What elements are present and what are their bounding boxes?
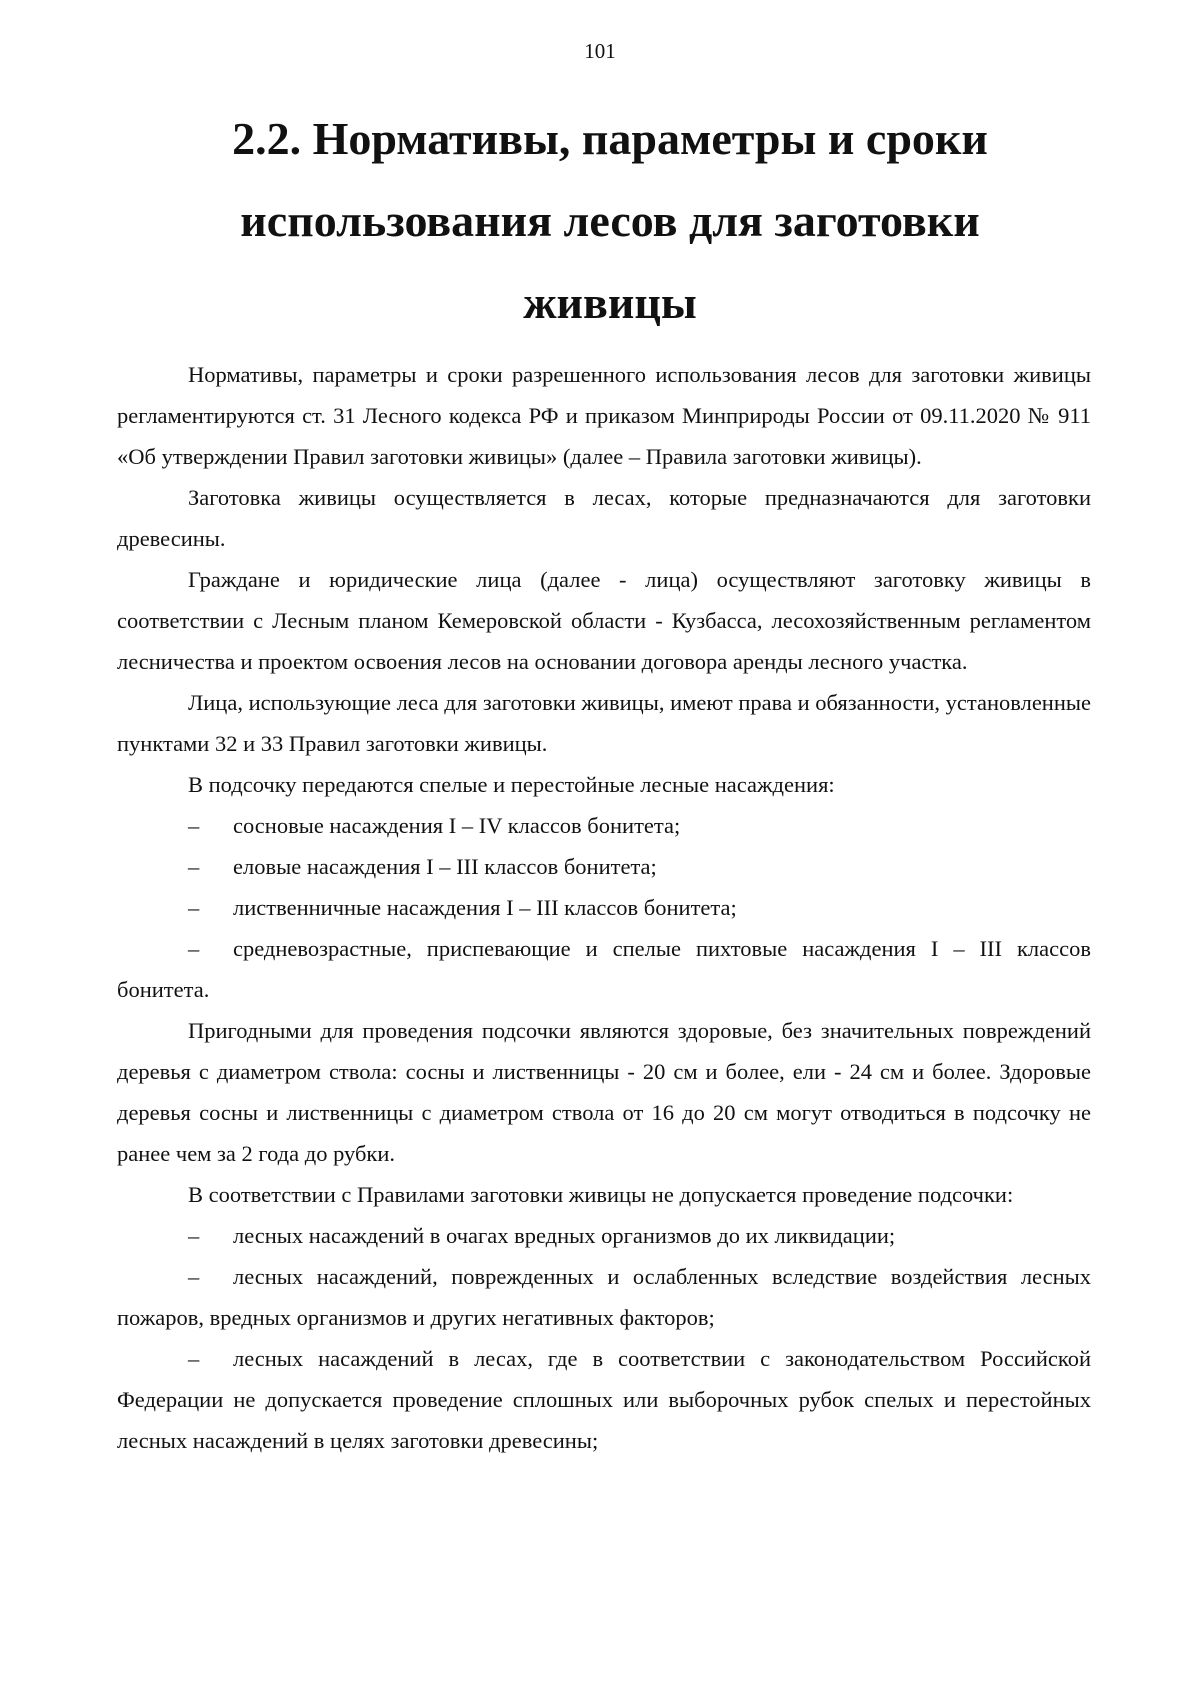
list-item <box>117 846 1091 887</box>
dash-marker: – <box>188 1346 200 1371</box>
list-item <box>117 1215 1091 1256</box>
list-item-text: лесных насаждений в лесах, где в соответствии с законодательством Российской Федерации не допускается проведение сплошных или выборочных рубок спелых и перестойных лесных насаждений в целях заготовки древесины; <box>117 1346 1091 1453</box>
dash-marker: – <box>188 1223 200 1248</box>
dash-marker: – <box>188 936 200 961</box>
paragraph-prohibitions: В соответствии с Правилами заготовки живицы не допускается проведение подсочки: <box>188 1182 1014 1207</box>
list-item-text: лесных насаждений, поврежденных и ослабленных вследствие воздействия лесных пожаров, вредных организмов и других негативных факторов; <box>117 1264 1091 1330</box>
list-item <box>117 1338 1091 1461</box>
section-heading-line-2: использования лесов для заготовки <box>240 195 980 246</box>
paragraph-legal-basis: Нормативы, параметры и сроки разрешенного использования лесов для заготовки живицы регламентируются ст. 31 Лесного кодекса РФ и приказом Минприроды России от 09.11.2020 № 911 «Об утверждении Правил заготовки живицы» (далее – Правила заготовки живицы). <box>117 362 1091 469</box>
paragraph-forest-purpose: Заготовка живицы осуществляется в лесах, которые предназначаются для заготовки древесины. <box>117 485 1091 551</box>
section-heading-line-1: 2.2. Нормативы, параметры и сроки <box>232 113 988 164</box>
page-number: 101 <box>584 39 616 63</box>
list-item-text: лесных насаждений в очагах вредных организмов до их ликвидации; <box>233 1223 896 1248</box>
dash-marker: – <box>188 895 200 920</box>
dash-marker: – <box>188 854 200 879</box>
dash-marker: – <box>188 1264 200 1289</box>
dash-marker: – <box>188 813 200 838</box>
list-item-text: еловые насаждения I – III классов бонитета; <box>233 854 657 879</box>
list-item-text: лиственничные насаждения I – III классов бонитета; <box>233 895 737 920</box>
list-item <box>117 1256 1091 1338</box>
list-item-text: сосновые насаждения I – IV классов бонитета; <box>233 813 681 838</box>
section-heading <box>140 98 1080 344</box>
paragraph-tapping-stands: В подсочку передаются спелые и перестойные лесные насаждения: <box>188 772 835 797</box>
paragraph-tree-diameter: Пригодными для проведения подсочки являются здоровые, без значительных повреждений деревья с диаметром ствола: сосны и лиственницы - 20 см и более, ели - 24 см и более. Здоровые деревья сосны и лиственницы с диаметром ствола от 16 до 20 см могут отводиться в подсочку не ранее чем за 2 года до рубки. <box>117 1018 1091 1166</box>
body-text <box>117 354 1091 1461</box>
list-item <box>117 887 1091 928</box>
paragraph-rights: Лица, использующие леса для заготовки живицы, имеют права и обязанности, установленные пунктами 32 и 33 Правил заготовки живицы. <box>117 690 1091 756</box>
section-heading-line-3: живицы <box>523 277 697 328</box>
paragraph-persons: Граждане и юридические лица (далее - лица) осуществляют заготовку живицы в соответствии с Лесным планом Кемеровской области - Кузбасса, лесохозяйственным регламентом лесничества и проектом освоения лесов на основании договора аренды лесного участка. <box>117 567 1091 674</box>
list-item <box>117 928 1091 1010</box>
list-item <box>117 805 1091 846</box>
list-item-text: средневозрастные, приспевающие и спелые пихтовые насаждения I – III классов бонитета. <box>117 936 1091 1002</box>
